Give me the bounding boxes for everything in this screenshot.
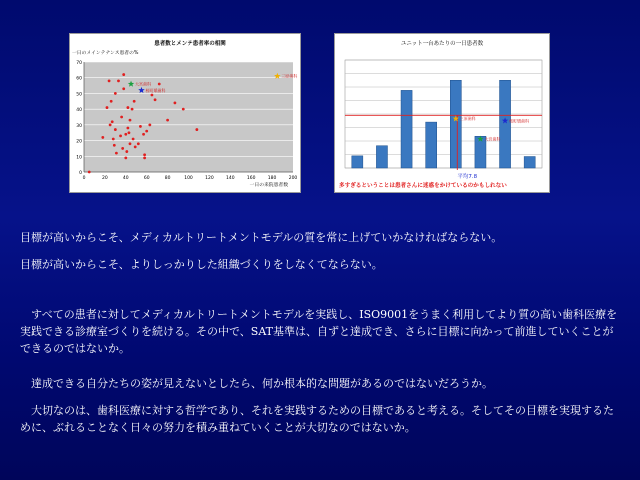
bar: [401, 90, 412, 168]
highlight-label: 三原歯科: [459, 116, 476, 122]
scatter-point: [154, 98, 157, 101]
x-tick-label: 200: [288, 176, 298, 181]
bar: [352, 156, 363, 168]
x-tick-label: 60: [143, 176, 150, 181]
scatter-point: [121, 147, 124, 150]
scatter-point: [124, 156, 127, 159]
y-tick-label: 10: [76, 155, 82, 161]
scatter-point: [109, 123, 112, 126]
bar: [450, 80, 461, 168]
bar-chart: [335, 34, 549, 192]
paragraph-organization-goal: 目標が高いからこそ、よりしっかりした組織づくりをしなくてならない。: [20, 258, 383, 271]
scatter-point: [151, 94, 154, 97]
scatter-point: [137, 142, 140, 145]
scatter-point: [143, 153, 146, 156]
y-tick-label: 40: [76, 108, 82, 114]
scatter-point: [122, 73, 125, 76]
y-tick-label: 30: [76, 123, 82, 129]
y-tick-label: 0: [79, 171, 82, 176]
scatter-point: [108, 79, 111, 82]
x-tick-label: 80: [164, 176, 171, 181]
mean-label: 平均7.8: [457, 174, 478, 180]
scatter-point: [114, 92, 117, 95]
scatter-chart: [70, 34, 300, 192]
scatter-point: [174, 101, 177, 104]
paragraph-iso-sat: すべての患者に対してメディカルトリートメントモデルを実践し、ISO9001をうまく利用してより質の高い歯科医療を実践できる診療室づくりを続ける。その中で、SAT基準は、自ずと達成でき、さらに目標に向かって前進していくことができるのではないか。: [20, 308, 618, 355]
highlight-label: 桜町矯歯科: [509, 118, 530, 124]
scatter-point: [122, 87, 125, 90]
scatter-chart-panel: [69, 33, 301, 193]
plot-area: [84, 62, 293, 172]
x-tick-label: 0: [82, 176, 86, 181]
y-tick-label: 50: [76, 92, 82, 98]
x-tick-label: 100: [184, 176, 193, 181]
chart-title: 患者数とメンテ患者率の相関: [154, 41, 226, 47]
scatter-point: [112, 138, 115, 141]
y-tick-label: 60: [76, 76, 82, 82]
x-tick-label: 140: [226, 176, 235, 181]
scatter-point: [143, 156, 146, 159]
highlight-label: 大宮歯科: [135, 81, 152, 87]
bar: [500, 80, 511, 168]
scatter-point: [113, 144, 116, 147]
scatter-point: [134, 145, 137, 148]
bar-chart-panel: [334, 33, 550, 193]
paragraph-quality-goal: 目標が高いからこそ、メディカルトリートメントモデルの質を常に上げていかなければならない。: [20, 231, 503, 244]
scatter-point: [125, 150, 128, 153]
x-tick-label: 180: [267, 176, 277, 181]
scatter-point: [139, 125, 142, 128]
scatter-point: [128, 131, 131, 134]
paragraph-philosophy: 大切なのは、歯科医療に対する哲学であり、それを実践するための目標であると考える。そしてその目標を実現するために、ぶれることなく日々の努力を積み重ねていくことが大切なのではないか。: [20, 404, 614, 434]
scatter-point: [148, 123, 151, 126]
scatter-point: [117, 79, 120, 82]
scatter-point: [182, 108, 185, 111]
scatter-point: [166, 119, 169, 122]
paragraph-fundamental-problem: 達成できる自分たちの姿が見えないとしたら、何か根本的な問題があるのではないだろうか。: [31, 377, 493, 390]
scatter-point: [120, 116, 123, 119]
scatter-point: [126, 106, 129, 109]
highlight-label: 三原歯科: [281, 73, 298, 79]
y-axis-label: 一日のメインテナンス患者の%: [72, 51, 139, 56]
scatter-point: [131, 108, 134, 111]
scatter-point: [132, 138, 135, 141]
scatter-point: [133, 100, 136, 103]
bar: [376, 146, 387, 168]
y-tick-label: 70: [76, 61, 82, 66]
highlight-label: 大宮歯科: [484, 136, 501, 142]
scatter-point: [129, 119, 132, 122]
x-tick-label: 160: [246, 176, 256, 181]
scatter-point: [158, 83, 161, 86]
x-axis-label: 一日の来院患者数: [249, 183, 288, 188]
scatter-point: [88, 171, 91, 174]
scatter-point: [114, 128, 117, 131]
scatter-point: [119, 134, 122, 137]
scatter-point: [142, 133, 145, 136]
scatter-point: [195, 128, 198, 131]
scatter-point: [126, 127, 129, 130]
chart-annotation: 多すぎるということは患者さんに迷惑をかけているのかもしれない: [339, 183, 507, 189]
bar: [524, 157, 535, 168]
scatter-point: [106, 106, 109, 109]
scatter-point: [111, 120, 114, 123]
x-tick-label: 20: [102, 176, 108, 181]
scatter-point: [129, 142, 132, 145]
x-tick-label: 120: [205, 176, 214, 181]
bar: [426, 122, 437, 168]
chart-title: ユニット一台あたりの一日患者数: [400, 41, 484, 47]
scatter-point: [115, 152, 118, 155]
highlight-label: 桜町矯歯科: [145, 87, 166, 93]
y-tick-label: 20: [76, 139, 82, 145]
scatter-point: [110, 100, 113, 103]
scatter-point: [145, 130, 148, 133]
scatter-point: [124, 133, 127, 136]
x-tick-label: 40: [122, 176, 129, 181]
scatter-point: [101, 136, 104, 139]
